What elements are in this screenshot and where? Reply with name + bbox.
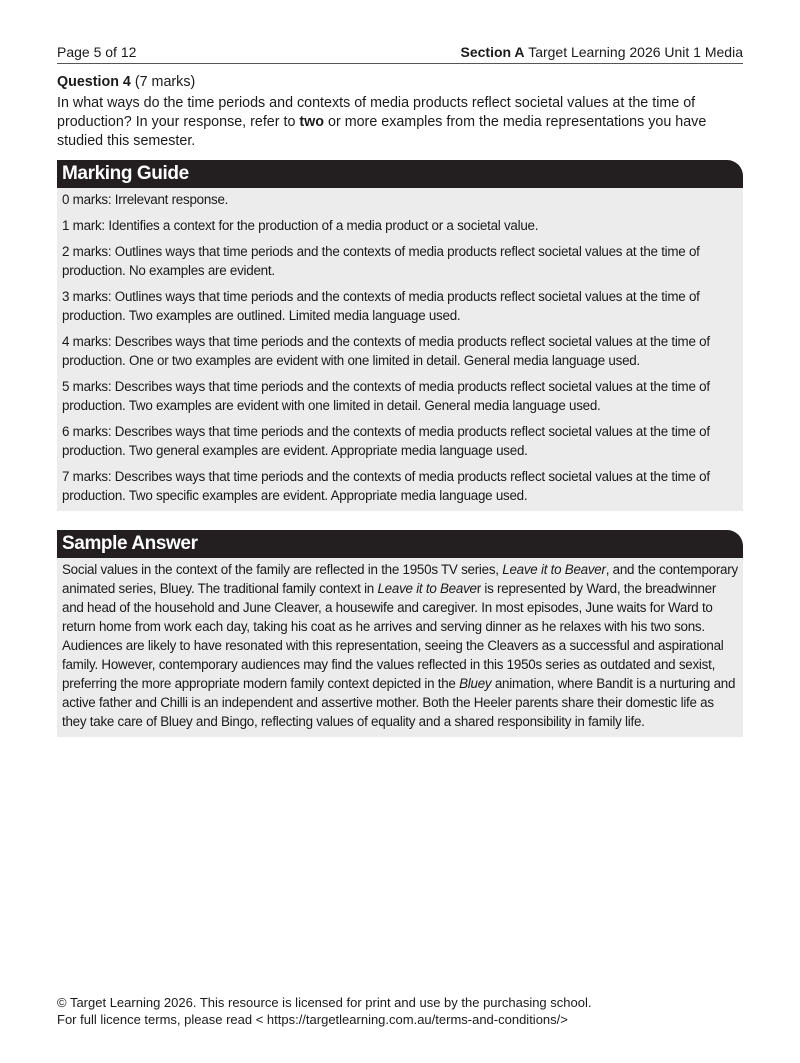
sample-answer-section — [57, 530, 743, 737]
answer-part-1: Social values in the context of the family are reflected in the 1950s TV series, — [62, 562, 499, 577]
answer-title-3: Bluey — [459, 676, 492, 691]
marking-guide-item: 2 marks: Outlines ways that time periods and the contexts of media products reflect societal values at the time of production. No examples are evident. — [62, 244, 700, 278]
section-course: Target Learning 2026 Unit 1 Media — [528, 44, 743, 60]
marking-guide-item: 7 marks: Describes ways that time periods and the contexts of media products reflect societal values at the time of production. Two specific examples are evident. Appropriate media language used. — [62, 469, 710, 503]
sample-answer-text — [62, 560, 738, 731]
question-text-b: or more examples from the media representations you have studied this semester. — [57, 114, 707, 149]
marking-guide-item: 6 marks: Describes ways that time periods and the contexts of media products reflect societal values at the time of production. Two general examples are evident. Appropriate media language used. — [62, 424, 710, 458]
marking-guide-list — [57, 188, 743, 511]
marking-guide-section — [57, 160, 743, 511]
marking-guide-item: 4 marks: Describes ways that time periods and the contexts of media products reflect societal values at the time of production. One or two examples are evident with one limited in detail. General media language used. — [62, 334, 710, 368]
answer-title-2: Leave it to Beave — [377, 581, 477, 596]
question-title — [57, 73, 743, 92]
page-header — [57, 38, 743, 64]
answer-part-3: r is represented by Ward, the breadwinner and head of the household and June Cleaver, a housewife and caregiver. In most episodes, June waits for Ward to return home from work each day, taking his coat as he arrives and serving dinner as he relaxes with his two sons. Audiences are likely to have resonated with this representation, seeing the Cleavers as a successful and aspirational family. However, contemporary audiences may find the values reflected in this 1950s series as outdated and sexist, preferring the more appropriate modern family context depicted in the — [62, 581, 724, 691]
question-block — [57, 73, 743, 151]
marking-guide-item: 0 marks: Irrelevant response. — [62, 192, 229, 207]
question-text — [57, 94, 743, 151]
question-number: Question 4 — [57, 74, 131, 90]
question-text-a: In what ways do the time periods and contexts of media products reflect societal values at the time of production? In your response, refer to — [57, 95, 696, 130]
section-label — [461, 44, 744, 60]
footer-terms: For full licence terms, please read < https://targetlearning.com.au/terms-and-conditions/> — [57, 1012, 568, 1027]
marking-guide-item: 1 mark: Identifies a context for the production of a media product or a societal value. — [62, 218, 539, 233]
sample-answer-body — [57, 558, 743, 737]
section-bold: Section A — [460, 44, 525, 60]
marking-guide-heading: Marking Guide — [57, 160, 743, 188]
question-text-bold: two — [299, 114, 325, 130]
page-number: Page 5 of 12 — [57, 44, 137, 60]
question-marks: (7 marks) — [134, 74, 196, 90]
answer-title-1: Leave it to Beaver — [502, 562, 606, 577]
marking-guide-item: 5 marks: Describes ways that time periods and the contexts of media products reflect societal values at the time of production. Two examples are evident with one limited in detail. General media language used. — [62, 379, 710, 413]
page-footer — [57, 994, 591, 1028]
answer-part-4: animation, where Bandit is a nurturing and active father and Chilli is an independent and assertive mother. Both the Heeler parents share their domestic life as they take care of Bluey and Bingo, reflecting values of equality and a shared responsibility in family life. — [62, 676, 736, 729]
sample-answer-heading: Sample Answer — [57, 530, 743, 558]
answer-part-2: , and the contemporary animated series, Bluey. The traditional family context in — [62, 562, 738, 596]
marking-guide-item: 3 marks: Outlines ways that time periods and the contexts of media products reflect societal values at the time of production. Two examples are outlined. Limited media language used. — [62, 289, 700, 323]
footer-licence: © Target Learning 2026. This resource is licensed for print and use by the purchasing school. — [57, 995, 592, 1010]
